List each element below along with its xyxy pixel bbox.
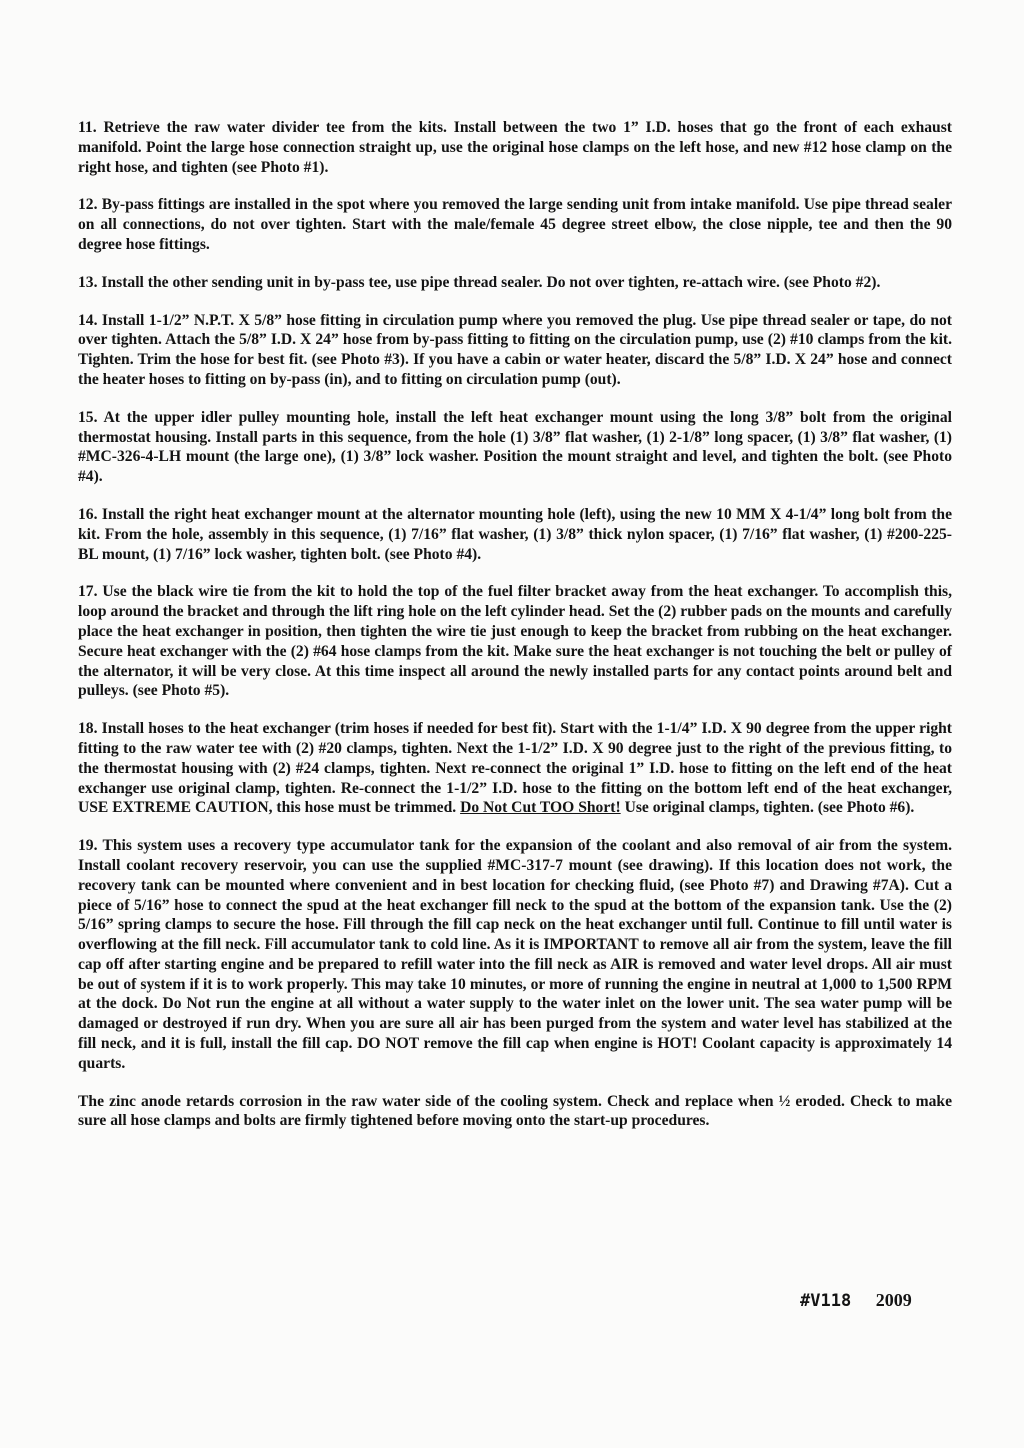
step-text: Use the black wire tie from the kit to hold the top of the fuel filter bracket away from the heat exchanger. To accomplish this, loop around the bracket and through the lift ring hole on the left cylinder head. Set the (2) rubber pads on the mounts and carefully place the heat exchanger in position, then tighten the wire tie just enough to keep the bracket from rubbing on the heat exchanger. Secure heat exchanger with the (2) #64 hose clamps from the kit. Make sure the heat exchanger is not touching the belt or pulley of the alternator, it will be very close. At this time inspect all around the newly installed parts for any contact points around belt and pulleys. (see Photo #5). [78,583,952,700]
document-footer [800,1290,912,1311]
step-16 [78,505,952,564]
step-19 [78,836,952,1074]
closing-note: The zinc anode retards corrosion in the raw water side of the cooling system. Check and replace when ½ eroded. Check to make sure all hose clamps and bolts are firmly tightened before moving onto the start-up procedures. [78,1092,952,1130]
step-11 [78,118,952,177]
step-number: 14. [78,311,98,329]
step-number: 19. [78,837,98,855]
step-17 [78,582,952,701]
step-text-after: Use original clamps, tighten. (see Photo #6). [624,799,915,817]
step-15 [78,408,952,487]
step-text: Retrieve the raw water divider tee from the kits. Install between the two 1” I.D. hoses that go the front of each exhaust manifold. Point the large hose connection straight up, use the original hose clamps on the left hose, and new #12 hose clamp on the right hose, and tighten (see Photo #1). [78,119,952,176]
step-text: Install hoses to the heat exchanger (trim hoses if needed for best fit). Start with the 1-1/4” I.D. X 90 degree from the upper right fitting to the raw water tee with (2) #20 clamps, tighten. Next the 1-1/2” I.D. X 90 degree just to the right of the previous fitting, to the thermostat housing with (2) #24 clamps, tighten. Next re-connect the original 1” I.D. hose to fitting on the left end of the heat exchanger use original clamp, tighten. Re-connect the 1-1/2” I.D. hose to the fitting on the bottom left end of the heat exchanger, USE EXTREME CAUTION, this hose must be trimmed. [78,720,952,817]
step-number: 17. [78,583,98,601]
step-18 [78,719,952,818]
warning-underlined: Do Not Cut TOO Short! [460,799,621,817]
step-number: 16. [78,505,98,523]
step-text: Install the right heat exchanger mount at the alternator mounting hole (left), using the new 10 MM X 4-1/4” long bolt from the kit. From the hole, assembly in this sequence, (1) 7/16” flat washer, (1) 3/8” thick nylon spacer, (1) 7/16” flat washer, (1) #200-225-BL mount, (1) 7/16” lock washer, tighten bolt. (see Photo #4). [78,505,952,563]
step-number: 11. [78,119,97,136]
step-text: This system uses a recovery type accumulator tank for the expansion of the coolant and also removal of air from the system. Install coolant recovery reservoir, you can use the supplied #MC-317-7 mount (see drawing). If this location does not work, the recovery tank can be mounted where convenient and in best location for checking fluid, (see Photo #7) and Drawing #7A). Cut a piece of 5/16” hose to connect the spud at the heat exchanger fill neck to the spud at the bottom of the expansion tank. Use the (2) 5/16” spring clamps to secure the hose. Fill through the fill cap neck on the heat exchanger until full. Continue to fill until water is overflowing at the fill neck. Fill accumulator tank to cold line. As it is IMPORTANT to remove all air from the system, leave the fill cap off after starting engine and be prepared to refill water into the fill neck as AIR is removed and water level drops. All air must be out of system if it is to work properly. This may take 10 minutes, or more of running the engine in neutral at 1,000 to 1,500 RPM at the dock. Do Not run the engine at all without a water supply to the water inlet on the lower unit. The sea water pump will be damaged or destroyed if run dry. When you are sure all air has been purged from the system and water level has stabilized at the fill neck, and it is full, install the fill cap. DO NOT remove the fill cap when engine is HOT! Coolant capacity is approximately 14 quarts. [78,837,952,1072]
step-13 [78,273,952,293]
step-text: Install the other sending unit in by-pass tee, use pipe thread sealer. Do not over tighten, re-attach wire. (see Photo #2). [101,273,881,291]
step-12 [78,195,952,254]
document-year: 2009 [875,1290,912,1310]
document-code: #V118 [800,1291,852,1311]
step-number: 12. [78,196,98,214]
step-14 [78,311,952,390]
step-number: 15. [78,408,98,426]
step-number: 18. [78,720,98,738]
instructions-body [78,118,952,1149]
step-text: Install 1-1/2” N.P.T. X 5/8” hose fitting in circulation pump where you removed the plug. Use pipe thread sealer or tape, do not over tighten. Attach the 5/8” I.D. X 24” hose from by-pass fitting to fitting on the circulation pump, use (2) #10 clamps from the kit. Tighten. Trim the hose for best fit. (see Photo #3). If you have a cabin or water heater, discard the 5/8” I.D. X 24” hose and connect the heater hoses to fitting on by-pass (in), and to fitting on circulation pump (out). [78,311,952,388]
step-text: By-pass fittings are installed in the spot where you removed the large sending unit from intake manifold. Use pipe thread sealer on all connections, do not over tighten. Start with the male/female 45 degree street elbow, the close nipple, tee and then the 90 degree hose fittings. [78,196,952,253]
step-text: At the upper idler pulley mounting hole, install the left heat exchanger mount using the long 3/8” bolt from the original thermostat housing. Install parts in this sequence, from the hole (1) 3/8” flat washer, (1) 2-1/8” long spacer, (1) 3/8” flat washer, (1) #MC-326-4-LH mount (the large one), (1) 3/8” lock washer. Position the mount straight and level, and tighten the bolt. (see Photo #4). [78,408,952,486]
step-number: 13. [78,273,98,291]
